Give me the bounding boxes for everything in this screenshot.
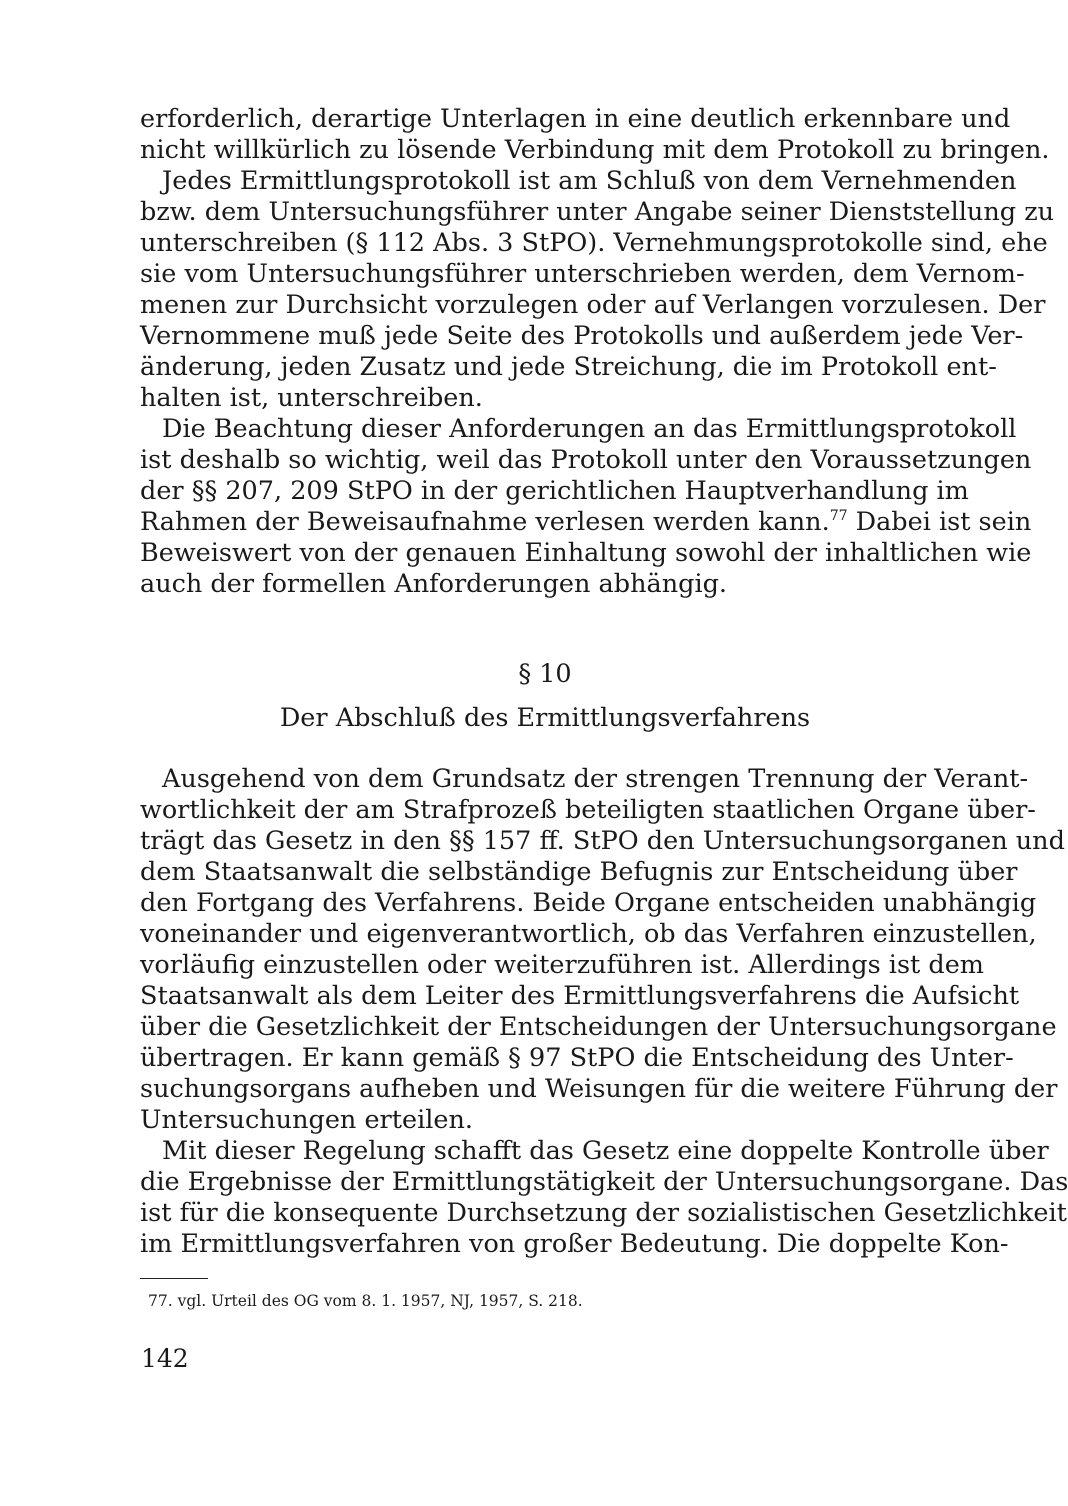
body-line: unterschreiben (§ 112 Abs. 3 StPO). Vernehmungsprotokolle sind, ehe: [140, 228, 1048, 258]
body-line: dem Staatsanwalt die selbständige Befugnis zur Entscheidung über: [140, 857, 1018, 887]
body-line: erforderlich, derartige Unterlagen in eine deutlich erkennbare und: [140, 104, 1011, 134]
body-line: Staatsanwalt als dem Leiter des Ermittlungsverfahrens die Aufsicht: [140, 981, 1020, 1011]
body-line: änderung, jeden Zusatz und jede Streichung, die im Protokoll ent-: [140, 352, 997, 382]
body-line: trägt das Gesetz in den §§ 157 ff. StPO den Untersuchungsorganen und: [140, 826, 1065, 856]
body-line: die Ergebnisse der Ermittlungstätigkeit der Untersuchungsorgane. Das: [140, 1167, 1068, 1197]
body-line: Untersuchungen erteilen.: [140, 1105, 473, 1135]
body-line: den Fortgang des Verfahrens. Beide Organe entscheiden unabhängig: [140, 888, 1037, 918]
body-line: Beweiswert von der genauen Einhaltung sowohl der inhaltlichen wie: [140, 538, 1032, 568]
body-line: über die Gesetzlichkeit der Entscheidungen der Untersuchungsorgane: [140, 1012, 1057, 1042]
body-line: vorläufig einzustellen oder weiterzuführen ist. Allerdings ist dem: [140, 950, 984, 980]
body-line: im Ermittlungsverfahren von großer Bedeutung. Die doppelte Kon-: [140, 1229, 1009, 1259]
body-line: übertragen. Er kann gemäß § 97 StPO die Entscheidung des Unter-: [140, 1043, 1014, 1073]
body-line: ist deshalb so wichtig, weil das Protokoll unter den Voraussetzungen: [140, 445, 1032, 475]
body-line: halten ist, unterschreiben.: [140, 383, 483, 413]
footnote-reference: 77: [829, 508, 848, 524]
body-line: Vernommene muß jede Seite des Protokolls und außerdem jede Ver-: [140, 321, 1024, 351]
body-line: suchungsorgans aufheben und Weisungen für die weitere Führung der: [140, 1074, 1058, 1104]
body-text: Rahmen der Beweisaufnahme verlesen werden kann.: [140, 507, 830, 537]
body-line: voneinander und eigenverantwortlich, ob das Verfahren einzustellen,: [140, 919, 1037, 949]
section-title: Der Abschluß des Ermittlungsverfahrens: [279, 703, 811, 733]
body-line: Mit dieser Regelung schafft das Gesetz eine doppelte Kontrolle über: [162, 1136, 1049, 1166]
section-number: § 10: [518, 659, 572, 689]
body-line: [140, 506, 1032, 539]
body-line: wortlichkeit der am Strafprozeß beteiligten staatlichen Organe über-: [140, 795, 1036, 825]
body-line: Jedes Ermittlungsprotokoll ist am Schluß von dem Vernehmenden: [162, 166, 1017, 196]
page-number: 142: [141, 1344, 189, 1373]
body-line: Die Beachtung dieser Anforderungen an das Ermittlungsprotokoll: [162, 414, 1017, 444]
body-line: bzw. dem Untersuchungsführer unter Angabe seiner Dienststellung zu: [140, 197, 1055, 227]
body-line: der §§ 207, 209 StPO in der gerichtlichen Hauptverhandlung im: [140, 476, 969, 506]
footnote-text: 77. vgl. Urteil des OG vom 8. 1. 1957, NJ, 1957, S. 218.: [148, 1292, 583, 1310]
body-line: ist für die konsequente Durchsetzung der sozialistischen Gesetzlichkeit: [140, 1198, 1067, 1228]
body-line: auch der formellen Anforderungen abhängig.: [140, 569, 728, 599]
body-line: sie vom Untersuchungsführer unterschrieben werden, dem Vernom-: [140, 259, 1025, 289]
body-line: Ausgehend von dem Grundsatz der strengen Trennung der Verant-: [162, 764, 1029, 794]
body-line: menen zur Durchsicht vorzulegen oder auf Verlangen vorzulesen. Der: [140, 290, 1046, 320]
footnote-divider: [140, 1278, 208, 1279]
body-text: Dabei ist sein: [847, 507, 1032, 537]
body-line: nicht willkürlich zu lösende Verbindung mit dem Protokoll zu bringen.: [140, 135, 1050, 165]
